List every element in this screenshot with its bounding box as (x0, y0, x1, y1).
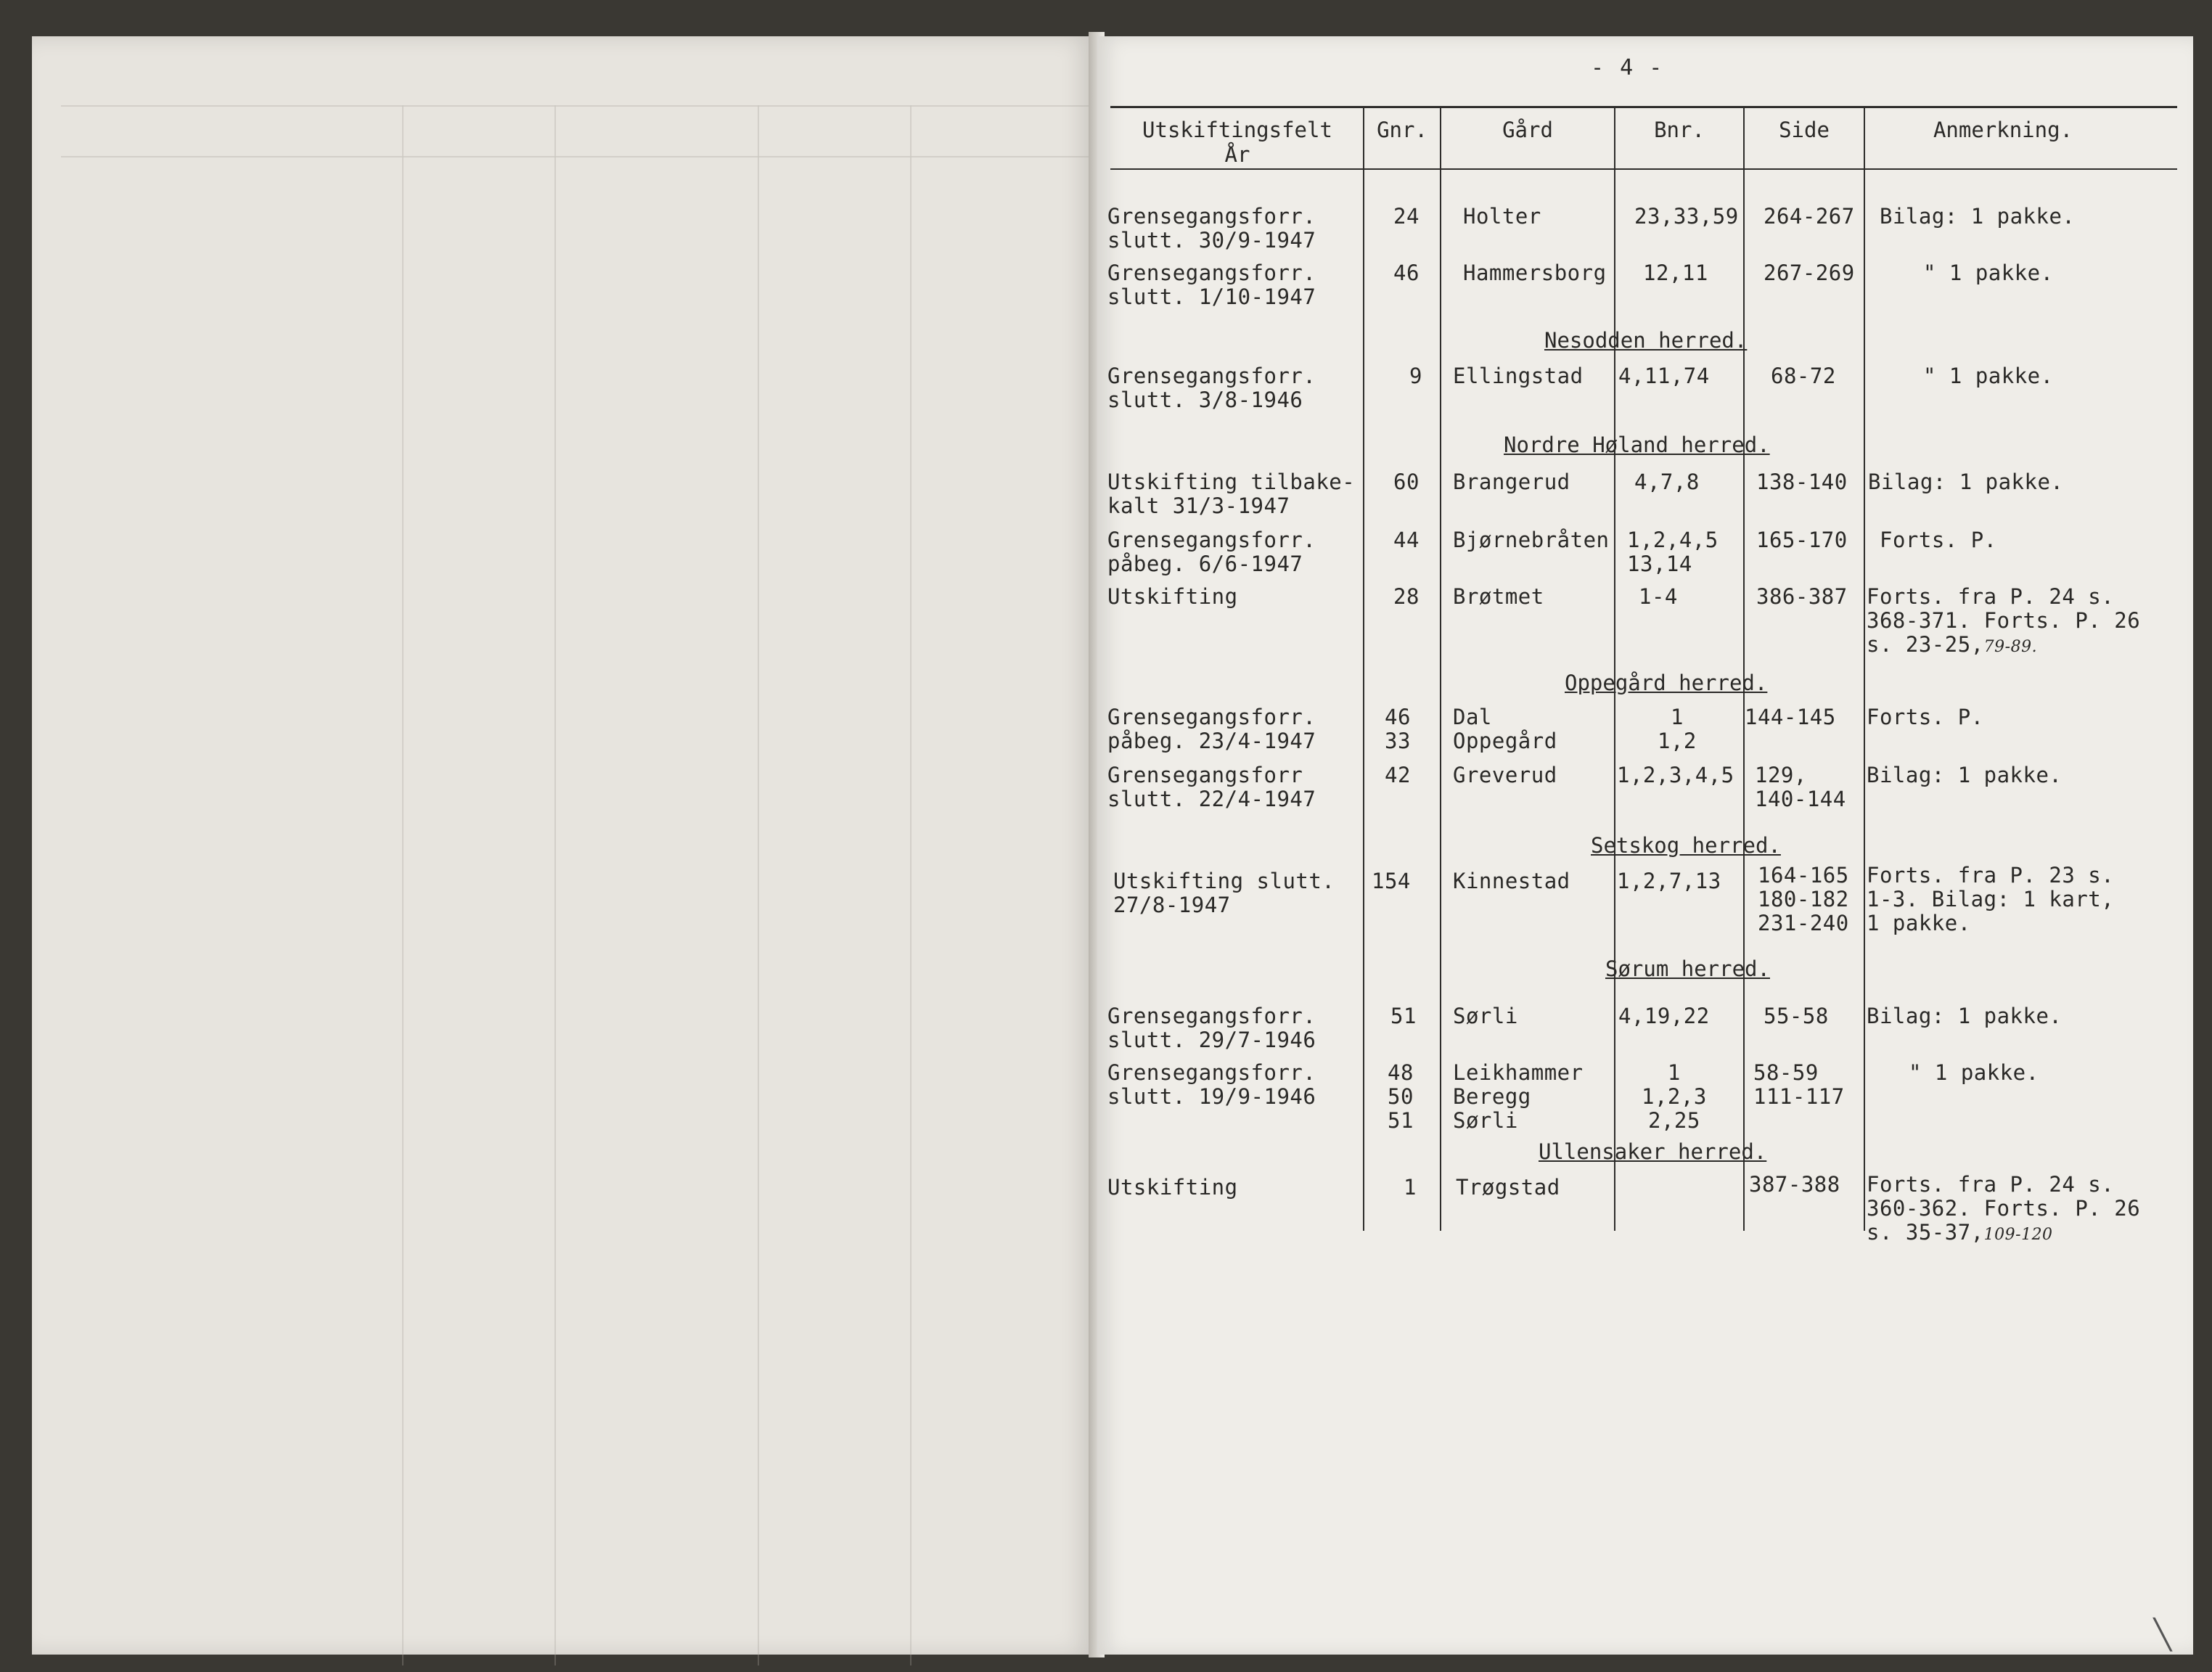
row-side: 68-72 (1771, 364, 1836, 388)
row-gard: Kinnestad (1453, 869, 1570, 893)
column-divider (1743, 106, 1745, 1231)
row-bnr: 4,19,22 (1618, 1004, 1710, 1028)
section-heading: Nordre Høland herred. (1504, 433, 1770, 457)
section-heading: Oppegård herred. (1565, 671, 1768, 695)
left-page-bleedthrough (32, 36, 1094, 1655)
row-felt: Utskifting tilbake- kalt 31/3-1947 (1107, 470, 1356, 518)
column-divider (1363, 106, 1364, 1231)
row-gnr: 28 (1393, 584, 1420, 609)
row-felt: Grensegangsforr. slutt. 29/7-1946 (1107, 1004, 1316, 1052)
row-felt: Grensegangsforr slutt. 22/4-1947 (1107, 763, 1316, 811)
row-side: 138-140 (1756, 470, 1848, 494)
row-gnr: 46 33 (1385, 705, 1411, 753)
column-divider (1440, 106, 1441, 1231)
header-anmerkning: Anmerkning. (1933, 118, 2073, 142)
row-bnr: 1,2,3,4,5 (1617, 763, 1734, 787)
row-anm: Bilag: 1 pakke. (1867, 1004, 2063, 1028)
row-gard: Ellingstad (1453, 364, 1584, 388)
row-felt: Grensegangsforr. slutt. 1/10-1947 (1107, 261, 1316, 309)
row-felt: Grensegangsforr. slutt. 30/9-1947 (1107, 204, 1316, 253)
row-anm-text: Forts. fra P. 24 s. 368-371. Forts. P. 26 s. 23-25, (1867, 584, 2141, 657)
row-side: 55-58 (1764, 1004, 1829, 1028)
row-anm: Forts. P. (1867, 705, 1984, 729)
row-gard: Sørli (1453, 1004, 1518, 1028)
row-felt: Grensegangsforr. påbeg. 23/4-1947 (1107, 705, 1316, 753)
header-utskiftingsfelt: Utskiftingsfelt År (1142, 118, 1332, 167)
row-anm: " 1 pakke. (1923, 364, 2054, 388)
row-gard: Brangerud (1453, 470, 1570, 494)
row-bnr: 1 1,2 (1658, 705, 1697, 753)
row-felt: Utskifting (1107, 584, 1238, 609)
row-gard: Brøtmet (1453, 584, 1544, 609)
row-felt: Utskifting slutt. 27/8-1947 (1113, 869, 1335, 917)
table-top-rule (1110, 106, 2177, 108)
row-gnr: 51 (1390, 1004, 1417, 1028)
row-bnr: 1,2,7,13 (1617, 869, 1721, 893)
row-side: 264-267 (1764, 204, 1855, 229)
row-anm: Forts. fra P. 23 s. 1-3. Bilag: 1 kart, 1 pakke. (1867, 863, 2115, 935)
row-anm: Bilag: 1 pakke. (1880, 204, 2076, 229)
section-heading: Ullensaker herred. (1539, 1139, 1767, 1164)
header-side: Side (1779, 118, 1830, 142)
row-anm: " 1 pakke. (1923, 261, 2054, 285)
row-anm: Bilag: 1 pakke. (1867, 763, 2063, 787)
row-side: 129, 140-144 (1755, 763, 1846, 811)
mirrored-ghost-text (32, 36, 1094, 1655)
row-gard: Dal Oppegård (1453, 705, 1557, 753)
row-gnr: 9 (1409, 364, 1422, 388)
row-felt: Utskifting (1107, 1175, 1238, 1200)
row-anm: Forts. P. (1880, 528, 1997, 552)
page-number: - 4 - (1591, 55, 1664, 81)
row-gnr: 42 (1385, 763, 1411, 787)
row-gnr: 24 (1393, 204, 1420, 229)
row-anm: " 1 pakke. (1909, 1060, 2039, 1085)
row-anm-text: Forts. fra P. 24 s. 360-362. Forts. P. 26 s. 35-37, (1867, 1172, 2141, 1245)
section-heading: Nesodden herred. (1544, 328, 1748, 353)
row-bnr: 23,33,59 (1634, 204, 1739, 229)
header-bnr: Bnr. (1654, 118, 1705, 142)
section-heading: Setskog herred. (1591, 833, 1781, 858)
row-side: 267-269 (1764, 261, 1855, 285)
header-gnr: Gnr. (1377, 118, 1427, 142)
row-gard: Bjørnebråten (1453, 528, 1610, 552)
row-gnr: 60 (1393, 470, 1420, 494)
header-gard: Gård (1502, 118, 1553, 142)
row-bnr: 4,11,74 (1618, 364, 1710, 388)
row-gnr: 44 (1393, 528, 1420, 552)
row-side: 164-165 180-182 231-240 (1758, 863, 1849, 935)
header-bottom-rule (1110, 168, 2177, 170)
section-heading: Sørum herred. (1605, 956, 1770, 981)
page-corner-mark: ╲ (2153, 1618, 2171, 1652)
row-felt: Grensegangsforr. påbeg. 6/6-1947 (1107, 528, 1316, 576)
row-anm (1867, 1173, 2140, 1247)
row-gard: Hammersborg (1463, 261, 1607, 285)
row-side: 165-170 (1756, 528, 1848, 552)
row-side: 387-388 (1749, 1172, 1840, 1197)
row-side: 58-59 111-117 (1753, 1060, 1845, 1109)
row-bnr: 1 1,2,3 2,25 (1642, 1060, 1707, 1133)
row-felt: Grensegangsforr. slutt. 19/9-1946 (1107, 1060, 1316, 1109)
row-gnr: 46 (1393, 261, 1420, 285)
row-anm (1867, 585, 2140, 659)
row-gnr: 48 50 51 (1388, 1060, 1414, 1133)
row-side: 144-145 (1745, 705, 1836, 729)
document-page (1097, 36, 2193, 1655)
row-bnr: 1-4 (1639, 584, 1678, 609)
row-felt: Grensegangsforr. slutt. 3/8-1946 (1107, 364, 1316, 412)
row-bnr: 12,11 (1643, 261, 1708, 285)
row-gnr: 1 (1404, 1175, 1417, 1200)
column-divider (1864, 106, 1865, 1231)
handwritten-note: 79-89. (1983, 638, 2038, 656)
row-gard: Trøgstad (1456, 1175, 1560, 1200)
handwritten-note: 109-120 (1983, 1226, 2053, 1244)
row-gard: Leikhammer Beregg Sørli (1453, 1060, 1584, 1133)
row-bnr: 1,2,4,5 13,14 (1627, 528, 1719, 576)
column-divider (1614, 106, 1615, 1231)
row-gard: Holter (1463, 204, 1541, 229)
row-anm: Bilag: 1 pakke. (1868, 470, 2064, 494)
row-side: 386-387 (1756, 584, 1848, 609)
row-gard: Greverud (1453, 763, 1557, 787)
row-gnr: 154 (1372, 869, 1411, 893)
row-bnr: 4,7,8 (1634, 470, 1700, 494)
